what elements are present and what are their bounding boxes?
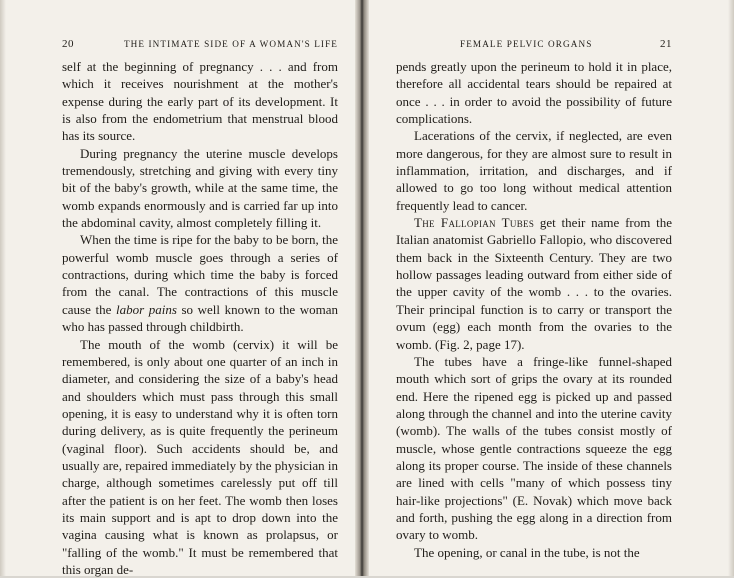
left-running-head	[62, 38, 338, 58]
right-running-title: FEMALE PELVIC ORGANS	[460, 39, 592, 49]
right-page-number: 21	[660, 38, 672, 50]
paragraph-text: get their name from the Italian anatomist Gabriello Fallopio, who discovered them back in the Sixteenth Century. They are two hollow passages leading outward from either side of the upper cavity of the womb . . . to the ovaries. Their principal function is to carry or transport the ovum (egg) each month from the ovaries to the womb. (Fig. 2, page 17).	[396, 215, 672, 351]
paragraph: The opening, or canal in the tube, is not the	[396, 544, 672, 561]
paragraph	[396, 214, 672, 353]
paragraph: self at the beginning of pregnancy . . . and from which it receives nourishment at the mother's expense during the early part of its development. It is also from the endometrium that menstrual blood has its source.	[62, 58, 338, 145]
paragraph-text: When the time is ripe for the baby to be born, the powerful womb muscle goes through a series of contractions, during which time the baby is forced from the canal. The contractions of this muscle cause	[62, 232, 338, 316]
left-page-number: 20	[62, 38, 74, 50]
paragraph: During pregnancy the uterine muscle develops tremendously, stretching and giving with every tiny bit of the baby's growth, while at the same time, the womb expands enormously and is carried far up into the abdominal cavity, almost completely filling it.	[62, 145, 338, 232]
left-page	[62, 38, 338, 578]
right-page	[396, 38, 672, 561]
left-page-text	[62, 58, 338, 578]
section-heading-fallopian-tubes: The Fallopian Tubes	[414, 215, 534, 230]
paragraph: Lacerations of the cervix, if neglected, are even more dangerous, for they are almost sure to result in inflammation, irritation, and discharges, and if allowed to go too long without medical attention frequently lead to cancer.	[396, 127, 672, 214]
page-edge-right	[728, 0, 734, 576]
paragraph: pends greatly upon the perineum to hold it in place, therefore all accidental tears should be repaired at once . . . in order to avoid the possibility of future complications.	[396, 58, 672, 127]
page-edge-left	[0, 0, 6, 576]
italic-term: labor pains	[116, 302, 177, 317]
paragraph-text: so well known to the woman who has passed through childbirth.	[62, 302, 338, 334]
paragraph: The tubes have a fringe-like funnel-shaped mouth which sort of grips the ovary at its rounded end. Here the ripened egg is picked up and passed along through the channel and into the uterine cavity (womb). The walls of the tubes consist mostly of muscle, whose gentle contractions squeeze the egg along its proper course. The inside of these channels are lined with cells "many of which possess tiny hair-like projections" (E. Novak) which move back and forth, pushing the egg along in a direction from ovary to womb.	[396, 353, 672, 544]
left-running-title: THE INTIMATE SIDE OF A WOMAN'S LIFE	[124, 39, 338, 49]
right-running-head	[396, 38, 672, 58]
paragraph: The mouth of the womb (cervix) it will be remembered, is only about one quarter of an inch in diameter, and considering the size of a baby's head and shoulders which must pass through this small opening, it is easy to understand why it is often torn during delivery, as is quite frequently the perineum (vaginal floor). Such accidents should be, and usually are, repaired immediately by the physician in charge, although sometimes carelessly put off till after the patient is on her feet. The womb then loses its main support and is apt to drop down into the vagina causing what is known as prolapsus, or "falling of the womb." It must be remembered that this organ de-	[62, 336, 338, 578]
book-gutter	[355, 0, 369, 576]
paragraph	[62, 231, 338, 335]
right-page-text	[396, 58, 672, 561]
paragraph-text: the	[95, 302, 111, 317]
